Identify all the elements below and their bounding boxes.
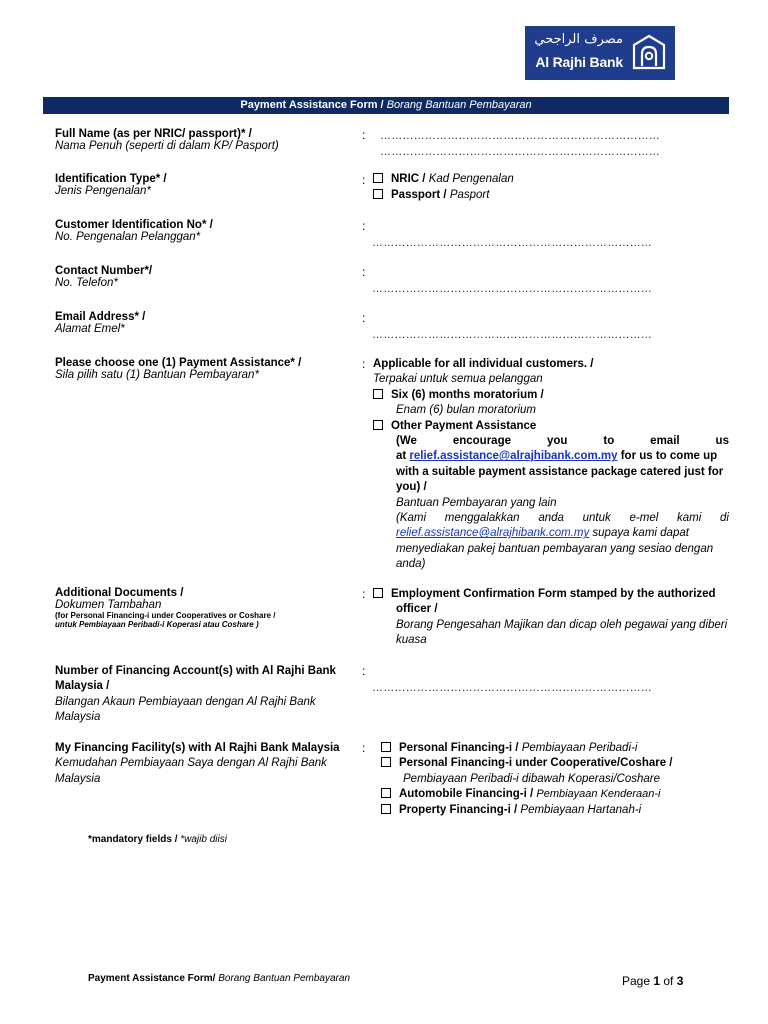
mandatory-note: *mandatory fields / *wajib diisi bbox=[88, 834, 227, 845]
checkbox[interactable] bbox=[381, 804, 391, 814]
colon: : bbox=[362, 219, 366, 233]
other-assistance-ms2: (Kami menggalakkan anda untuk e-mel kami di bbox=[396, 512, 729, 525]
other-assistance-line1: (We encourage you to email us bbox=[396, 435, 729, 448]
email-address-label: Email Address* / Alamat Emel* bbox=[55, 311, 146, 335]
other-assistance-ms1: Bantuan Pembayaran yang lain bbox=[396, 496, 557, 509]
num-accounts-label: Number of Financing Account(s) with Al Rajhi Bank Malaysia / Bilangan Akaun Pembiayaan dengan Al Rajhi Bank Malaysia bbox=[55, 665, 336, 724]
customer-id-label: Customer Identification No* / No. Pengenalan Pelanggan* bbox=[55, 219, 213, 243]
logo-english-text: Al Rajhi Bank bbox=[535, 54, 623, 70]
financing-facility-options bbox=[381, 741, 673, 818]
colon: : bbox=[362, 173, 366, 187]
full-name-field[interactable]: ………………………………………………………………… bbox=[380, 130, 660, 142]
checkbox[interactable] bbox=[381, 742, 391, 752]
checkbox[interactable] bbox=[373, 389, 383, 399]
moratorium-option-ms: Enam (6) bulan moratorium bbox=[396, 404, 536, 417]
additional-docs-label: Additional Documents / Dokumen Tambahan (for Personal Financing-i under Cooperatives or Coshare / untuk Pembiayaan Peribadi-i Koperasi atau Coshare ) bbox=[55, 587, 276, 629]
relief-email-link[interactable]: relief.assistance@alrajhibank.com.my bbox=[409, 450, 618, 463]
other-assistance-line2: at relief.assistance@alrajhibank.com.my for us to come up bbox=[396, 450, 718, 463]
moratorium-option[interactable]: Six (6) months moratorium / bbox=[373, 388, 729, 403]
page-indicator: Page 1 of 3 bbox=[622, 974, 684, 988]
applicable-note-ms: Terpakai untuk semua pelanggan bbox=[373, 373, 543, 386]
cooperative-financing-ms: Pembiayaan Peribadi-i dibawah Koperasi/Coshare bbox=[403, 772, 660, 785]
financing-facility-label: My Financing Facility(s) with Al Rajhi Bank Malaysia Kemudahan Pembiayaan Saya dengan Al Rajhi Bank Malaysia bbox=[55, 742, 340, 785]
num-accounts-field[interactable]: ………………………………………………………………… bbox=[372, 682, 652, 694]
colon: : bbox=[362, 357, 366, 371]
relief-email-link-ms[interactable]: relief.assistance@alrajhibank.com.my bbox=[396, 527, 590, 540]
payment-assistance-label: Please choose one (1) Payment Assistance* / Sila pilih satu (1) Bantuan Pembayaran* bbox=[55, 357, 302, 381]
contact-number-label: Contact Number*/ No. Telefon* bbox=[55, 265, 153, 289]
applicable-note: Applicable for all individual customers. / bbox=[373, 358, 594, 370]
other-assistance-option[interactable]: Other Payment Assistance bbox=[373, 419, 729, 434]
checkbox[interactable] bbox=[381, 757, 391, 767]
contact-number-field[interactable]: ………………………………………………………………… bbox=[372, 283, 652, 295]
colon: : bbox=[362, 311, 366, 325]
docs-note-ms: untuk Pembiayaan Peribadi-i Koperasi atau Coshare ) bbox=[55, 620, 259, 629]
other-assistance-ms3: relief.assistance@alrajhibank.com.my supaya kami dapat bbox=[396, 527, 689, 540]
id-type-passport-option[interactable]: Passport / Pasport bbox=[373, 189, 489, 201]
cooperative-financing-option[interactable]: Personal Financing-i under Cooperative/Coshare / bbox=[381, 756, 673, 771]
checkbox[interactable] bbox=[381, 788, 391, 798]
other-assistance-ms4: menyediakan pakej bantuan pembayaran yang sesiao dengan bbox=[396, 542, 714, 555]
other-assistance-ms5: anda) bbox=[396, 558, 426, 571]
checkbox[interactable] bbox=[373, 189, 383, 199]
checkbox[interactable] bbox=[373, 173, 383, 183]
customer-id-field[interactable]: ………………………………………………………………… bbox=[372, 237, 652, 249]
logo-arabic-text: مصرف الراجحي bbox=[534, 32, 623, 47]
colon: : bbox=[362, 664, 366, 678]
docs-note-en: (for Personal Financing-i under Cooperatives or Coshare / bbox=[55, 611, 276, 620]
bank-emblem-icon bbox=[631, 34, 667, 72]
email-address-field[interactable]: ………………………………………………………………… bbox=[372, 329, 652, 341]
automobile-financing-option[interactable]: Automobile Financing-i / Pembiayaan Kenderaan-i bbox=[381, 787, 673, 802]
form-title-bar bbox=[43, 97, 729, 114]
id-type-label: Identification Type* / Jenis Pengenalan* bbox=[55, 173, 167, 197]
footer-form-title: Payment Assistance Form/ Borang Bantuan Pembayaran bbox=[88, 973, 351, 984]
personal-financing-option[interactable]: Personal Financing-i / Pembiayaan Peribadi-i bbox=[381, 741, 673, 756]
employment-confirmation-option[interactable]: Employment Confirmation Form stamped by the authorized officer / Borang Pengesahan Majikan dan dicap oleh pegawai yang diberi kuasa bbox=[373, 587, 729, 649]
form-title-ms: Borang Bantuan Pembayaran bbox=[386, 99, 532, 111]
other-assistance-desc bbox=[373, 434, 729, 573]
checkbox[interactable] bbox=[373, 588, 383, 598]
colon: : bbox=[362, 587, 366, 601]
colon: : bbox=[362, 128, 366, 142]
form-title-en: Payment Assistance Form / bbox=[240, 99, 387, 111]
colon: : bbox=[362, 741, 366, 755]
payment-assistance-options bbox=[373, 357, 729, 573]
full-name-label: Full Name (as per NRIC/ passport)* / Nama Penuh (seperti di dalam KP/ Pasport) bbox=[55, 128, 279, 152]
property-financing-option[interactable]: Property Financing-i / Pembiayaan Hartanah-i bbox=[381, 803, 673, 818]
bank-logo bbox=[525, 26, 675, 80]
other-assistance-line4: you) / bbox=[396, 481, 427, 494]
colon: : bbox=[362, 265, 366, 279]
other-assistance-line3: with a suitable payment assistance package catered just for bbox=[396, 465, 724, 478]
id-type-nric-option[interactable]: NRIC / Kad Pengenalan bbox=[373, 173, 514, 185]
checkbox[interactable] bbox=[373, 420, 383, 430]
full-name-field-line2[interactable]: ………………………………………………………………… bbox=[380, 146, 660, 158]
